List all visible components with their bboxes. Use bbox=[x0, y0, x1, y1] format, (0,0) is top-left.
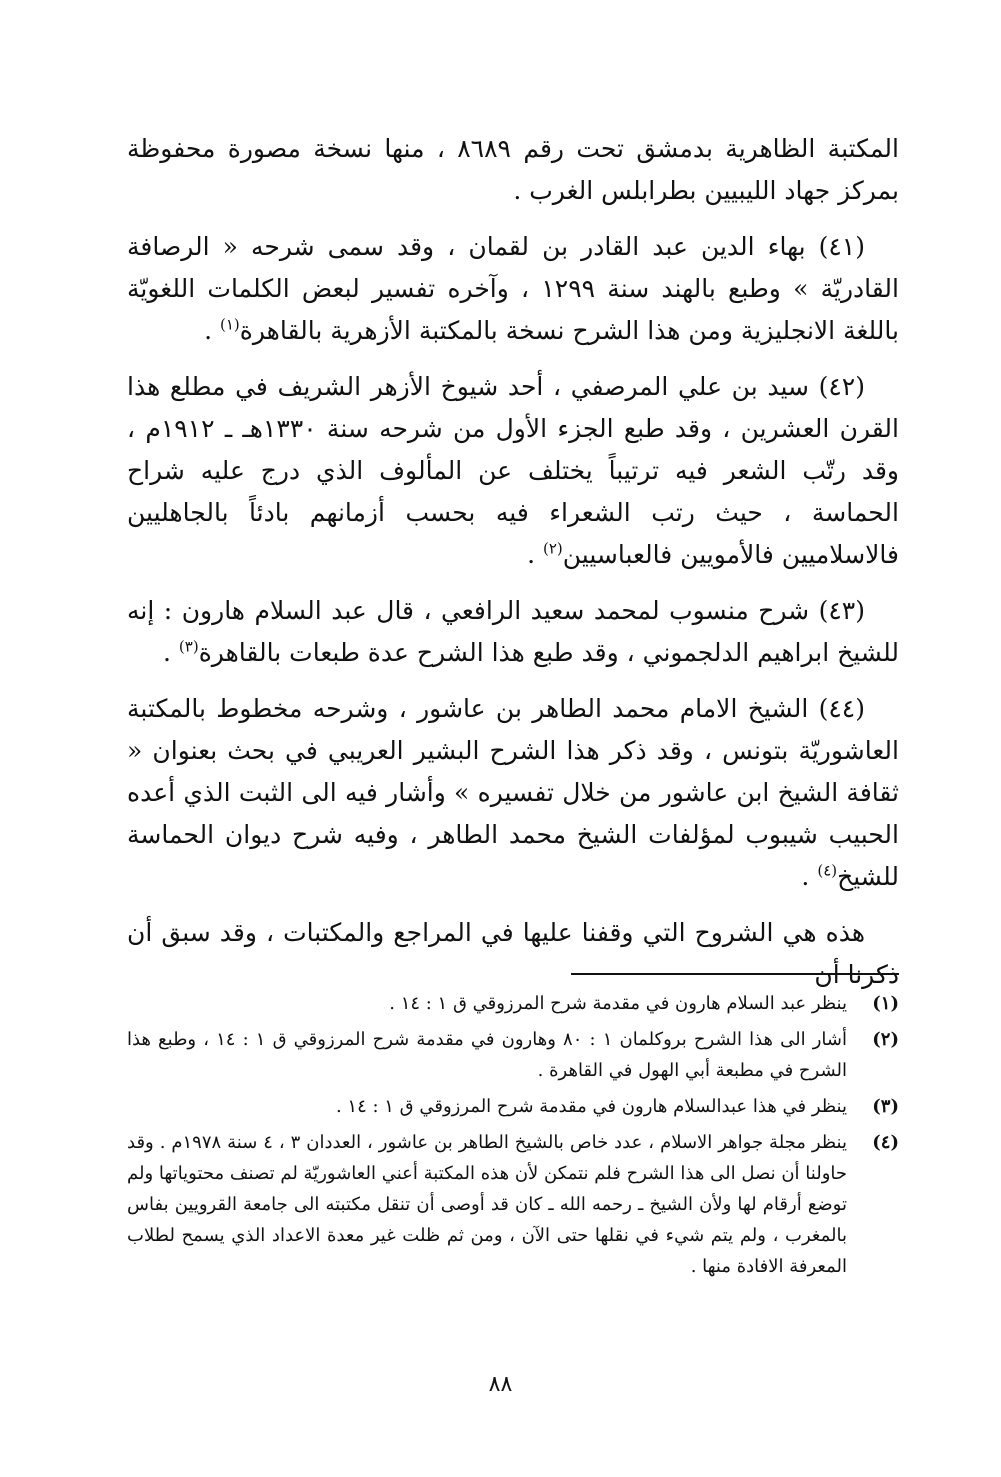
footnotes-section bbox=[127, 988, 899, 1287]
footnote-4 bbox=[127, 1127, 899, 1282]
page-number: ٨٨ bbox=[488, 1372, 513, 1397]
footnote-text: أشار الى هذا الشرح بروكلمان ١ : ٨٠ وهارون في مقدمة شرح المرزوقي ق ١ : ١٤ ، وطبع هذا الشرح في مطبعة أبي الهول في القاهرة . bbox=[127, 1029, 847, 1081]
paragraph-entry-42: (٤٢) سيد بن علي المرصفي ، أحد شيوخ الأزهر الشريف في مطلع هذا القرن العشرين ، وقد طبع الجزء الأول من شرحه سنة ١٣٣٠هـ ـ ١٩١٢م ، وقد رتّب الشعر فيه ترتيباً يختلف عن المألوف الذي درج عليه شراح الحماسة ، حيث رتب الشعراء فيه بحسب أزمانهم بادئاً بالجاهليين فالاسلاميين فالأمويين فالعباسيين$^{(٢)}$ . bbox=[127, 372, 899, 569]
footnote-3 bbox=[127, 1091, 899, 1122]
footnote-number: (٢) bbox=[872, 1029, 899, 1050]
footnote-1 bbox=[127, 988, 899, 1019]
footnote-text: ينظر في هذا عبدالسلام هارون في مقدمة شرح المرزوقي ق ١ : ١٤ . bbox=[335, 1096, 847, 1117]
paragraph-continuation: المكتبة الظاهرية بدمشق تحت رقم ٨٦٨٩ ، منها نسخة مصورة محفوظة بمركز جهاد الليبيين بطرابلس الغرب . bbox=[127, 134, 899, 205]
paragraph-entry-43: (٤٣) شرح منسوب لمحمد سعيد الرافعي ، قال عبد السلام هارون : إنه للشيخ ابراهيم الدلجموني ، وقد طبع هذا الشرح عدة طبعات بالقاهرة$^{(٣)}$ . bbox=[127, 596, 899, 667]
footnote-text: ينظر عبد السلام هارون في مقدمة شرح المرزوقي ق ١ : ١٤ . bbox=[389, 993, 847, 1014]
paragraph-entry-41: (٤١) بهاء الدين عبد القادر بن لقمان ، وقد سمى شرحه « الرصافة القادريّة » وطبع بالهند سنة ١٢٩٩ ، وآخره تفسير لبعض الكلمات اللغويّة باللغة الانجليزية ومن هذا الشرح نسخة بالمكتبة الأزهرية بالقاهرة$^{(١)}$ . bbox=[127, 232, 899, 345]
footnote-ref: (٣) bbox=[178, 637, 199, 656]
footnote-ref: (٢) bbox=[542, 539, 563, 558]
footnote-ref: (٤) bbox=[817, 861, 838, 880]
footnote-divider bbox=[571, 973, 899, 975]
footnote-ref: (١) bbox=[220, 315, 240, 334]
footnote-number: (٣) bbox=[872, 1096, 899, 1117]
main-text bbox=[127, 128, 899, 996]
paragraph-closing: هذه هي الشروح التي وقفنا عليها في المراجع والمكتبات ، وقد سبق أن ذكرنا أن bbox=[127, 918, 899, 989]
footnote-text: ينظر مجلة جواهر الاسلام ، عدد خاص بالشيخ الطاهر بن عاشور ، العددان ٣ ، ٤ سنة ١٩٧٨م . وقد حاولنا أن نصل الى هذا الشرح فلم نتمكن لأن هذه المكتبة أعني العاشوريّة لم تصنف محتوياتها ولم توضع أرقام لها ولأن الشيخ ـ رحمه الله ـ كان قد أوصى أن تنقل مكتبته الى جامعة القرويين بفاس بالمغرب ، ولم يتم شيء في نقلها حتى الآن ، ومن ثم ظلت غير معدة الاعداد الذي يسمح لطلاب المعرفة الافادة منها . bbox=[127, 1132, 847, 1277]
paragraph-entry-44: (٤٤) الشيخ الامام محمد الطاهر بن عاشور ، وشرحه مخطوط بالمكتبة العاشوريّة بتونس ، وقد ذكر هذا الشرح البشير العريبي في بحث بعنوان « ثقافة الشيخ ابن عاشور من خلال تفسيره » وأشار فيه الى الثبت الذي أعده الحبيب شيبوب لمؤلفات الشيخ محمد الطاهر ، وفيه شرح ديوان الحماسة للشيخ$^{(٤)}$ . bbox=[127, 694, 900, 891]
footnote-number: (١) bbox=[872, 993, 899, 1014]
footnote-2 bbox=[127, 1024, 899, 1086]
footnote-number: (٤) bbox=[872, 1132, 899, 1153]
